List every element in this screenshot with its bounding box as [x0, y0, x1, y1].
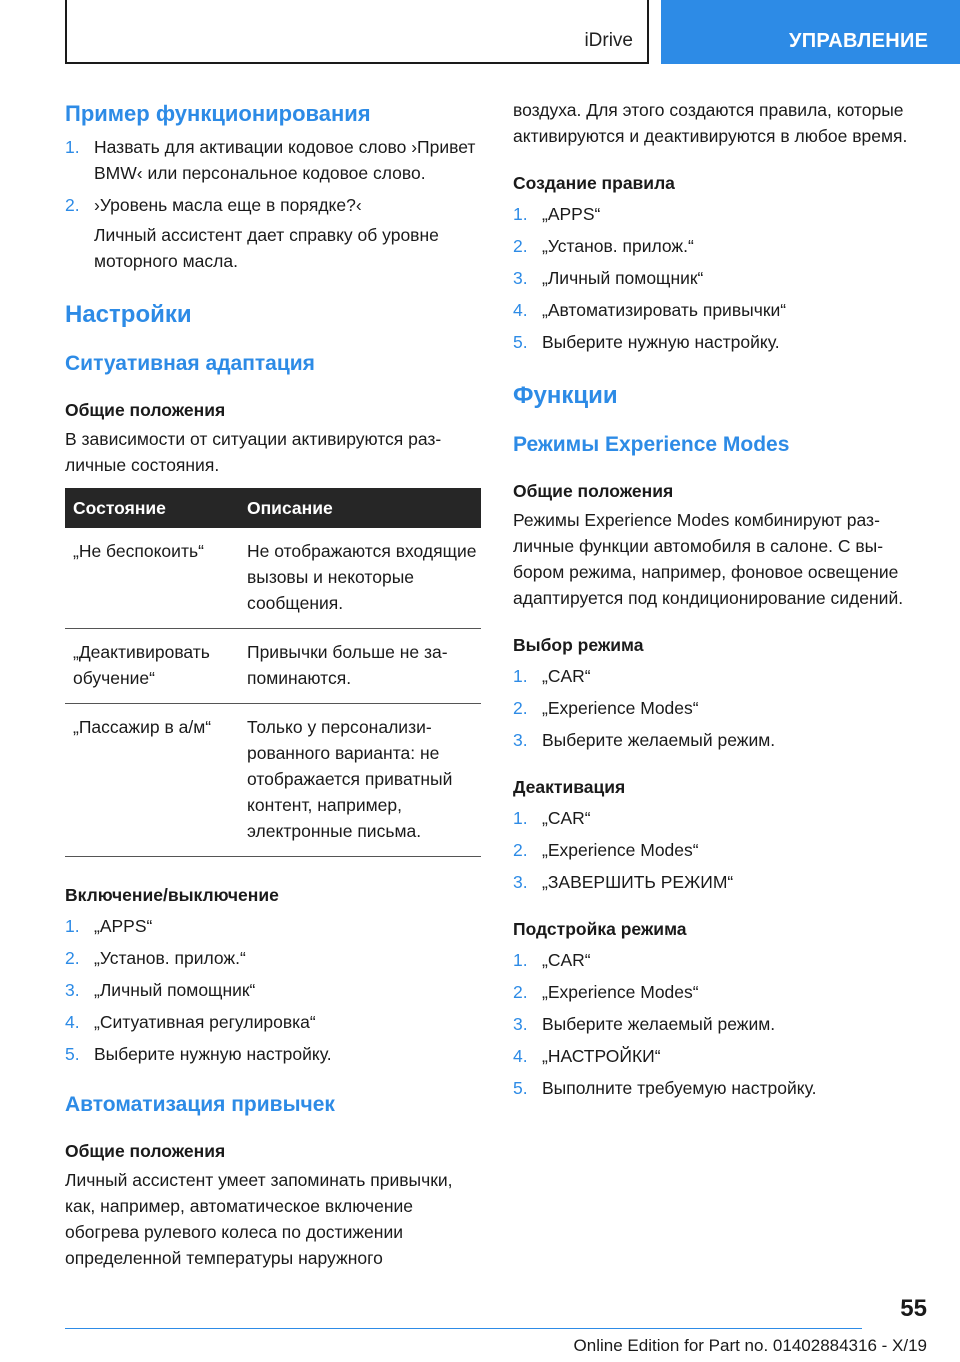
example-list [65, 134, 481, 218]
adjust-mode-list [513, 947, 927, 1101]
list-number: 1. [513, 204, 528, 224]
list-text: „Experience Modes“ [542, 698, 699, 718]
adjust-mode-heading: Подстройка режима [513, 919, 687, 939]
list-item [513, 869, 927, 895]
list-number: 1. [65, 137, 80, 157]
table-row [65, 629, 481, 704]
list-number: 2. [513, 236, 528, 256]
list-number: 1. [513, 950, 528, 970]
list-item [65, 134, 481, 186]
table-cell: Привычки больше не запоминаются. [247, 642, 448, 688]
create-rule-heading: Создание правила [513, 173, 675, 193]
list-number: 5. [65, 1044, 80, 1064]
footer-edition: Online Edition for Part no. 01402884316 - X/19 [573, 1336, 927, 1355]
situational-heading: Ситуативная адаптация [65, 352, 315, 375]
list-item [513, 695, 927, 721]
list-number: 1. [65, 916, 80, 936]
select-mode-heading: Выбор режима [513, 635, 644, 655]
list-text: „Experience Modes“ [542, 840, 699, 860]
list-item [513, 663, 927, 689]
list-number: 3. [513, 872, 528, 892]
list-text: „CAR“ [542, 808, 591, 828]
general-heading: Общие положения [65, 400, 226, 420]
select-mode-list [513, 663, 927, 753]
general-heading: Общие положения [513, 481, 674, 501]
list-number: 3. [513, 268, 528, 288]
list-item [513, 805, 927, 831]
example-heading: Пример функционирования [65, 101, 371, 126]
list-item [513, 1043, 927, 1069]
list-item [513, 727, 927, 753]
footer-divider [65, 1328, 862, 1329]
list-number: 1. [513, 808, 528, 828]
list-number: 4. [513, 300, 528, 320]
list-number: 3. [65, 980, 80, 1000]
list-item [65, 913, 481, 939]
table-cell: Только у персонализированного варианта: не отображается приватный контент, например, электронные письма. [247, 717, 453, 841]
list-item [513, 837, 927, 863]
list-text: Назвать для активации кодовое слово ›Привет BMW‹ или персональное кодовое слово. [94, 137, 476, 183]
list-text: Выберите желаемый режим. [542, 1014, 776, 1034]
example-subtext: Личный ассистент дает справку об уровне моторного масла. [94, 225, 439, 271]
list-item [65, 945, 481, 971]
list-item [513, 265, 927, 291]
header-chapter-title: УПРАВЛЕНИЕ [789, 30, 929, 52]
right-column [513, 97, 927, 1101]
table-cell: „Не беспокоить“ [73, 541, 204, 561]
table-row [65, 528, 481, 629]
list-item [513, 329, 927, 355]
list-number: 2. [513, 698, 528, 718]
list-text: „Личный помощник“ [94, 980, 256, 1000]
list-number: 5. [513, 332, 528, 352]
list-text: Выберите нужную настройку. [94, 1044, 332, 1064]
list-item [513, 297, 927, 323]
list-text: „CAR“ [542, 666, 591, 686]
states-table [65, 488, 481, 857]
list-text: „Установ. прилож.“ [94, 948, 246, 968]
list-number: 5. [513, 1078, 528, 1098]
list-text: Выберите нужную настройку. [542, 332, 780, 352]
table-header [65, 488, 481, 528]
list-item [65, 977, 481, 1003]
list-item [513, 1011, 927, 1037]
list-text: „Ситуативная регулировка“ [94, 1012, 316, 1032]
table-cell: Не отображаются входящие вызовы и некоторые сообщения. [247, 541, 477, 613]
header-section-box [65, 0, 649, 64]
onoff-list [65, 913, 481, 1067]
left-column [65, 100, 481, 1271]
list-item [65, 192, 481, 218]
habits-paragraph: Личный ассистент умеет запоминать привычки, как, например, автоматическое включение обогрева рулевого колеса по достижении определенной температуры наружного [65, 1170, 453, 1268]
onoff-heading: Включение/выключение [65, 885, 279, 905]
list-text: „APPS“ [542, 204, 601, 224]
modes-paragraph: Режимы Experience Modes комбинируют различные функции автомобиля в салоне. С выбором режима, например, фоновое освещение адаптируется под кондиционирование сидений. [513, 510, 904, 608]
list-item [65, 1041, 481, 1067]
table-row [65, 704, 481, 857]
header-chapter-box [661, 0, 960, 64]
list-number: 2. [65, 948, 80, 968]
list-item [513, 201, 927, 227]
functions-heading: Функции [513, 382, 618, 409]
list-item [513, 947, 927, 973]
deactivate-list [513, 805, 927, 895]
habits-heading: Автоматизация привычек [65, 1093, 335, 1116]
general-paragraph: В зависимости от ситуации активируются различные состояния. [65, 429, 442, 475]
list-text: Выберите желаемый режим. [542, 730, 776, 750]
list-text: „Личный помощник“ [542, 268, 704, 288]
header-section-title: iDrive [584, 30, 633, 51]
list-text: „ЗАВЕРШИТЬ РЕЖИМ“ [542, 872, 734, 892]
list-text: „CAR“ [542, 950, 591, 970]
create-rule-list [513, 201, 927, 355]
list-number: 3. [513, 730, 528, 750]
list-item [513, 1075, 927, 1101]
list-number: 1. [513, 666, 528, 686]
list-number: 2. [65, 195, 80, 215]
list-number: 2. [513, 840, 528, 860]
list-item [513, 233, 927, 259]
list-text: „Автоматизировать привычки“ [542, 300, 787, 320]
table-cell: „Деактивировать обучение“ [73, 642, 210, 688]
list-text: „Установ. прилож.“ [542, 236, 694, 256]
list-item [513, 979, 927, 1005]
table-header-description: Описание [247, 497, 333, 518]
list-item [65, 1009, 481, 1035]
continued-paragraph: воздуха. Для этого создаются правила, которые активируются и деактивируются в любое время. [513, 100, 908, 146]
table-header-state: Состояние [73, 497, 166, 518]
list-number: 2. [513, 982, 528, 1002]
table-cell: „Пассажир в а/м“ [73, 717, 212, 737]
list-number: 3. [513, 1014, 528, 1034]
modes-heading: Режимы Experience Modes [513, 433, 790, 456]
list-text: „Experience Modes“ [542, 982, 699, 1002]
list-text: Выполните требуемую настройку. [542, 1078, 817, 1098]
deactivate-heading: Деактивация [513, 777, 626, 797]
page-number: 55 [900, 1295, 927, 1322]
list-text: ›Уровень масла еще в порядке?‹ [94, 195, 362, 215]
list-number: 4. [65, 1012, 80, 1032]
list-text: „НАСТРОЙКИ“ [542, 1046, 661, 1066]
general-heading: Общие положения [65, 1141, 226, 1161]
list-text: „APPS“ [94, 916, 153, 936]
settings-heading: Настройки [65, 301, 192, 328]
list-number: 4. [513, 1046, 528, 1066]
